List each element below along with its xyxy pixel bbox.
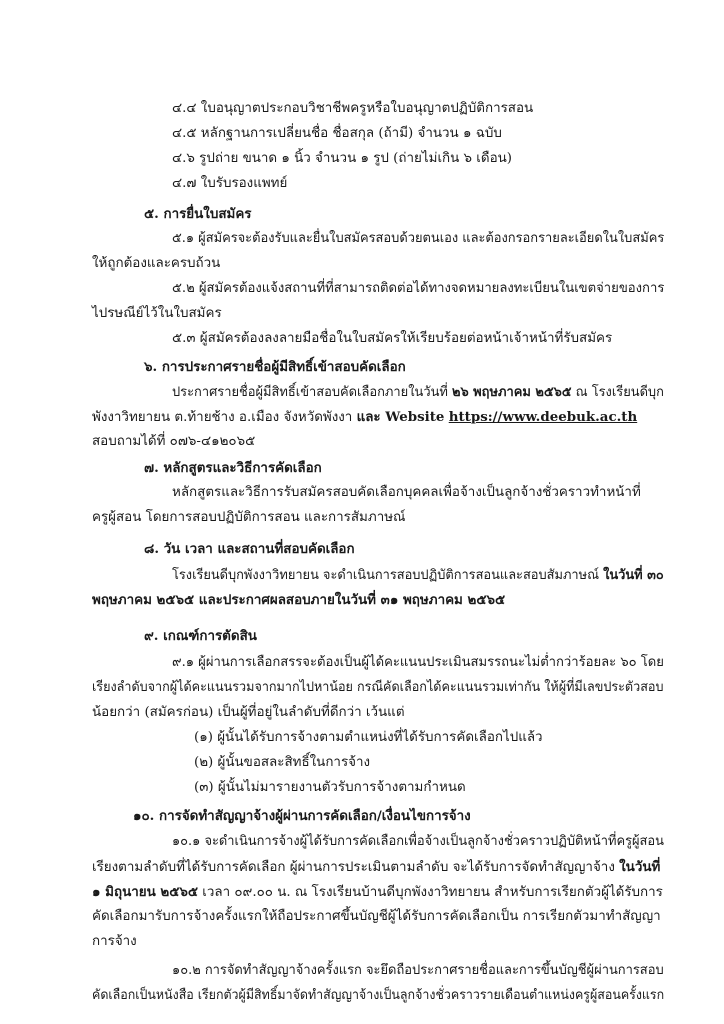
section-6-heading: ๖. การประกาศรายชื่อผู้มีสิทธิ์เข้าสอบคัดเลือก bbox=[144, 359, 406, 375]
s5-p2-line2: ไปรษณีย์ไว้ในใบสมัคร bbox=[92, 306, 222, 321]
s5-p1-line2: ให้ถูกต้องและครบถ้วน bbox=[92, 256, 221, 271]
s9-line2: เรียงลำดับจากผู้ได้คะแนนรวมจากมากไปหาน้อย กรณีคัดเลือกได้คะแนนรวมเท่ากัน ให้ผู้ที่มีเลขประตัวสอบ bbox=[92, 680, 664, 695]
s8-line2: พฤษภาคม ๒๕๖๕ และประกาศผลสอบภายในวันที่ ๓๑ พฤษภาคม ๒๕๖๕ bbox=[92, 592, 506, 608]
contract-date: ๑ มิถุนายน ๒๕๖๕ bbox=[92, 884, 199, 900]
s10-p2-line2: คัดเลือกเป็นหนังสือ เรียกตัวผู้มีสิทธิ์มาจัดทำสัญญาจ้างเป็นลูกจ้างชั่วคราวรายเดือนตำแหน่งครูผู้สอนครั้งแรก bbox=[92, 988, 665, 1003]
s10-p1-line4: คัดเลือกมารับการจ้างครั้งแรกให้ถือประกาศขึ้นบัญชีผู้ได้รับการคัดเลือกเป็น การเรียกตัวมาทำสัญญา bbox=[92, 909, 661, 924]
s10-p1-line3 bbox=[92, 883, 663, 902]
s8-exam-day: ในวันที่ ๓๐ bbox=[603, 567, 664, 583]
section-9-heading: ๙. เกณฑ์การตัดสิน bbox=[144, 628, 257, 644]
section-10-heading: ๑๐. การจัดทำสัญญาจ้างผู้ผ่านการคัดเลือก/เงื่อนไขการจ้าง bbox=[133, 808, 471, 824]
s10-p2-line1: ๑๐.๒ การจัดทำสัญญาจ้างครั้งแรก จะยึดถือประกาศรายชื่อและการขึ้นบัญชีผู้ผ่านการสอบ bbox=[172, 963, 664, 978]
s9-item-1: (๑) ผู้นั้นได้รับการจ้างตามตำแหน่งที่ได้รับการคัดเลือกไปแล้ว bbox=[194, 730, 543, 745]
list-item-4-4: ๔.๔ ใบอนุญาตประกอบวิชาชีพครูหรือใบอนุญาตปฏิบัติการสอน bbox=[172, 101, 534, 116]
s6-address: พังงาวิทยายน ต.ท้ายช้าง อ.เมือง จังหวัดพังงา bbox=[92, 410, 353, 425]
s9-item-3: (๓) ผู้นั้นไม่มารายงานตัวรับการจ้างตามกำหนด bbox=[194, 780, 466, 795]
s6-phone: สอบถามได้ที่ ๐๗๖-๔๑๒๐๖๕ bbox=[92, 434, 256, 449]
s10-p1-line2-text: เรียงตามลำดับที่ได้รับการคัดเลือก ผู้ผ่านการประเมินตามลำดับ จะได้รับการจัดทำสัญญาจ้าง bbox=[92, 860, 615, 875]
section-8-heading: ๘. วัน เวลา และสถานที่สอบคัดเลือก bbox=[144, 541, 355, 557]
s5-p2-line1: ๕.๒ ผู้สมัครต้องแจ้งสถานที่ที่สามารถติดต่อได้ทางจดหมายลงทะเบียนในเขตจ่ายของการ bbox=[172, 281, 665, 296]
s6-line1-text: ประกาศรายชื่อผู้มีสิทธิ์เข้าสอบคัดเลือกภายในวันที่ bbox=[172, 385, 448, 400]
s8-line1-text: โรงเรียนดีบุกพังงาวิทยายน จะดำเนินการสอบปฏิบัติการสอนและสอบสัมภาษณ์ bbox=[172, 568, 600, 583]
s5-p1-line1: ๕.๑ ผู้สมัครจะต้องรับและยื่นใบสมัครสอบด้วยตนเอง และต้องกรอกรายละเอียดในใบสมัคร bbox=[172, 231, 665, 246]
s8-line1 bbox=[172, 566, 664, 585]
s9-item-2: (๒) ผู้นั้นขอสละสิทธิ์ในการจ้าง bbox=[194, 755, 371, 770]
s10-p1-line3-text: เวลา ๐๙.๐๐ น. ณ โรงเรียนบ้านดีบุกพังงาวิทยายน สำหรับการเรียกตัวผู้ได้รับการ bbox=[202, 885, 663, 900]
s10-on-date-label: ในวันที่ bbox=[619, 859, 661, 875]
s10-p1-line2 bbox=[92, 858, 660, 877]
s6-line1-place: ณ โรงเรียนดีบุก bbox=[575, 385, 664, 400]
list-item-4-5: ๔.๕ หลักฐานการเปลี่ยนชื่อ ชื่อสกุล (ถ้ามี) จำนวน ๑ ฉบับ bbox=[172, 126, 502, 141]
s10-p1-line5: การจ้าง bbox=[92, 934, 137, 949]
s9-line3: น้อยกว่า (สมัครก่อน) เป็นผู้ที่อยู่ในลำดับที่ดีกว่า เว้นแต่ bbox=[92, 705, 405, 720]
section-7-heading: ๗. หลักสูตรและวิธีการคัดเลือก bbox=[144, 460, 322, 476]
list-item-4-6: ๔.๖ รูปถ่าย ขนาด ๑ นิ้ว จำนวน ๑ รูป (ถ่ายไม่เกิน ๖ เดือน) bbox=[172, 151, 512, 166]
s6-line2 bbox=[92, 408, 637, 427]
s7-line2: ครูผู้สอน โดยการสอบปฏิบัติการสอน และการสัมภาษณ์ bbox=[92, 510, 406, 525]
website-link[interactable]: https://www.deebuk.ac.th bbox=[448, 409, 638, 425]
announce-date: ๒๖ พฤษภาคม ๒๕๖๕ bbox=[451, 384, 572, 400]
s10-p1-line1: ๑๐.๑ จะดำเนินการจ้างผู้ได้รับการคัดเลือกเพื่อจ้างเป็นลูกจ้างชั่วคราวปฏิบัติหน้าที่ครูผู้สอน bbox=[172, 834, 664, 849]
s6-website-label: และ Website bbox=[356, 409, 445, 425]
s6-line1 bbox=[172, 383, 664, 402]
list-item-4-7: ๔.๗ ใบรับรองแพทย์ bbox=[172, 176, 288, 191]
s7-line1: หลักสูตรและวิธีการรับสมัครสอบคัดเลือกบุคคลเพื่อจ้างเป็นลูกจ้างชั่วคราวทำหน้าที่ bbox=[172, 485, 641, 500]
section-5-heading: ๕. การยื่นใบสมัคร bbox=[144, 206, 252, 222]
s9-line1: ๙.๑ ผู้ผ่านการเลือกสรรจะต้องเป็นผู้ได้คะแนนประเมินสมรรถนะไม่ต่ำกว่าร้อยละ ๖๐ โดย bbox=[172, 655, 664, 670]
s5-p3: ๕.๓ ผู้สมัครต้องลงลายมือชื่อในใบสมัครให้เรียบร้อยต่อหน้าเจ้าหน้าที่รับสมัคร bbox=[172, 331, 613, 346]
